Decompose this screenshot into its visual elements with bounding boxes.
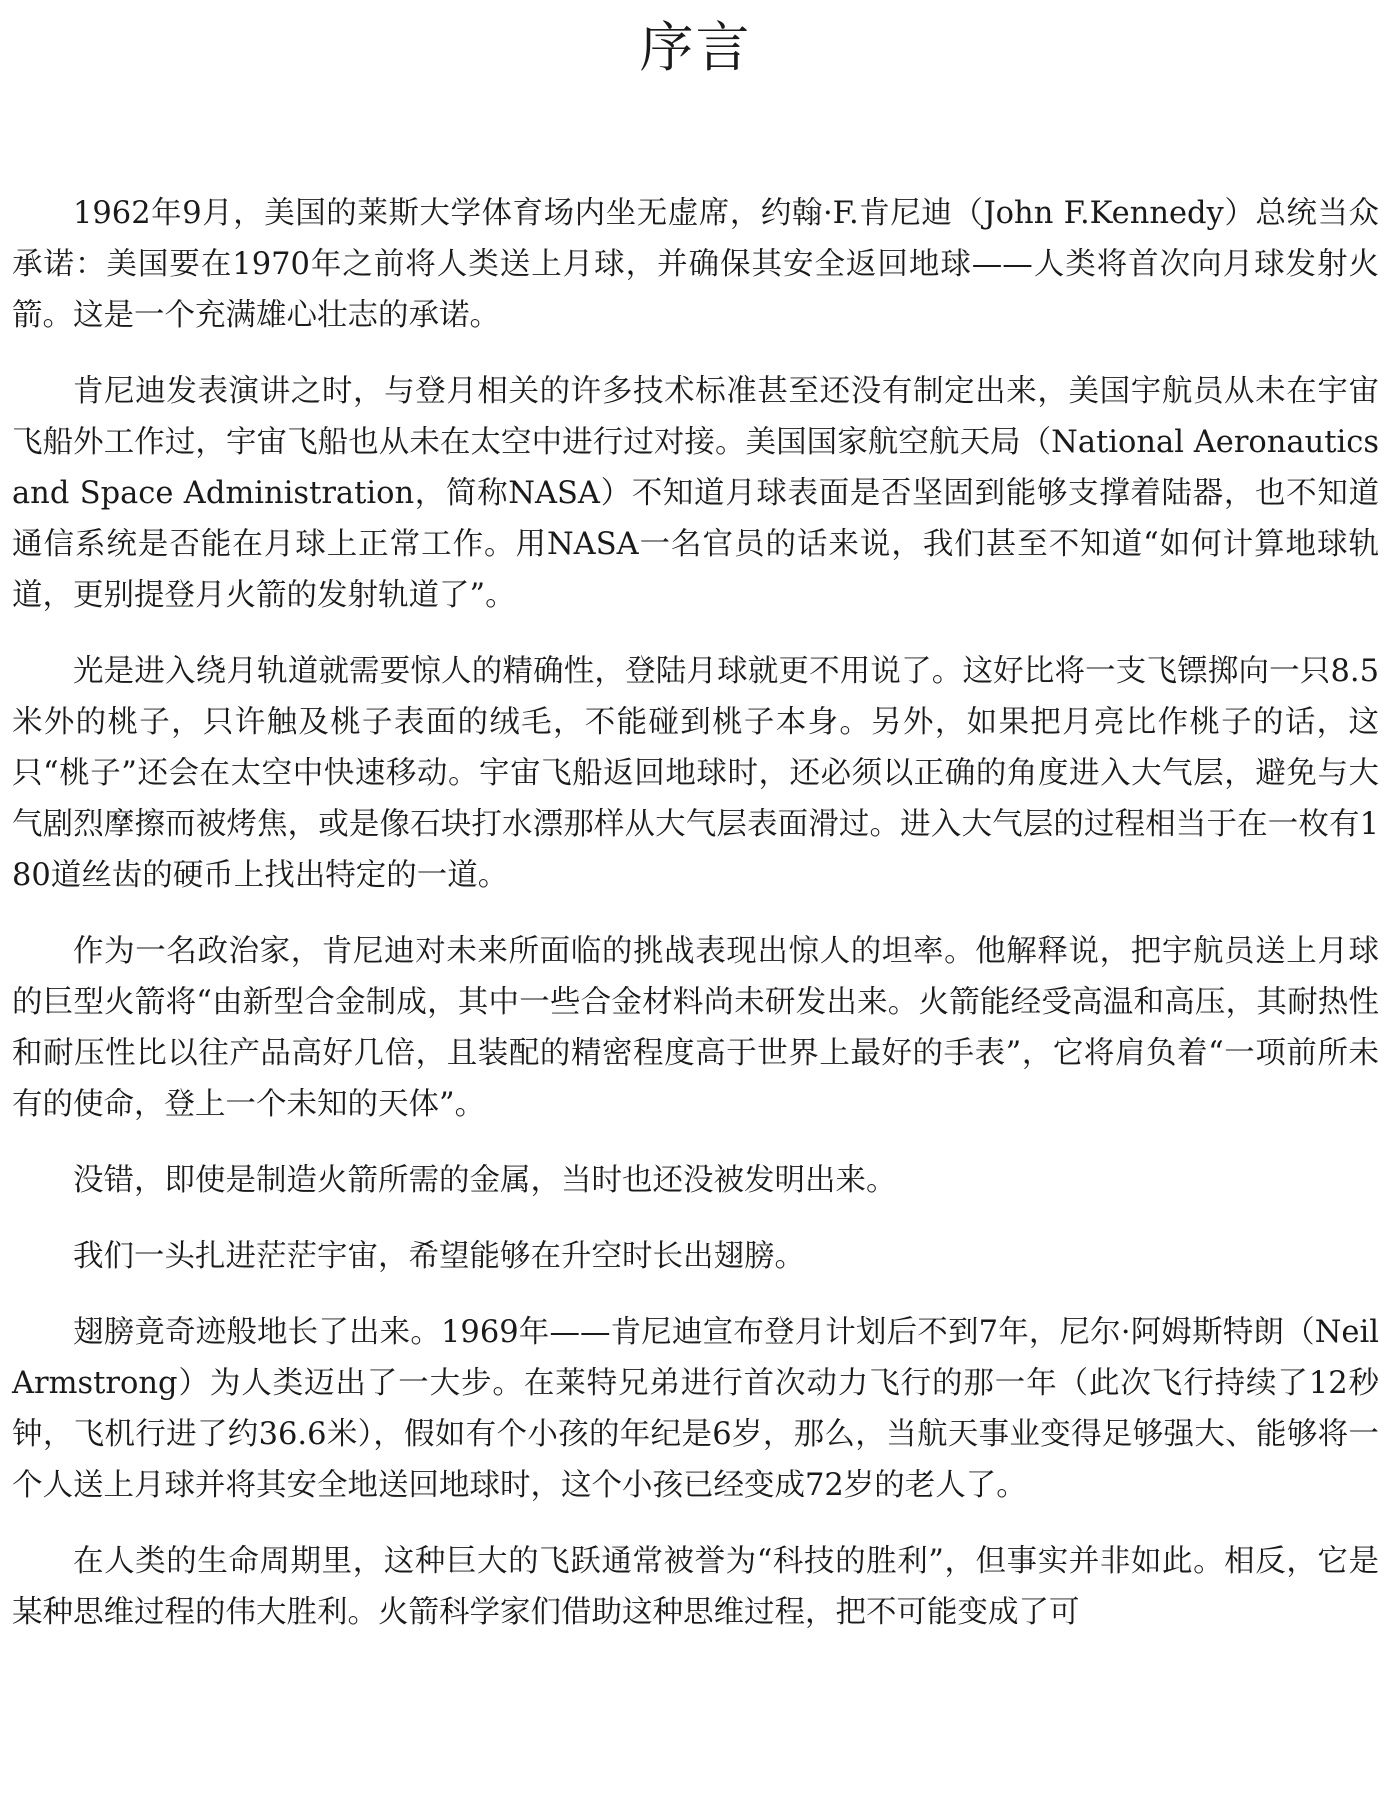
document-body [12, 188, 1379, 1663]
page-title: 序言 [639, 16, 752, 79]
paragraph-8: 在人类的生命周期里，这种巨大的飞跃通常被誉为“科技的胜利”，但事实并非如此。相反，它是某种思维过程的伟大胜利。火箭科学家们借助这种思维过程，把不可能变成了可 [12, 1544, 1379, 1630]
paragraph-1: 1962年9月，美国的莱斯大学体育场内坐无虚席，约翰·F.肯尼迪（John F.Kennedy）总统当众承诺：美国要在1970年之前将人类送上月球，并确保其安全返回地球——人类将首次向月球发射火箭。这是一个充满雄心壮志的承诺。 [12, 196, 1379, 333]
paragraph-5: 没错，即使是制造火箭所需的金属，当时也还没被发明出来。 [73, 1163, 897, 1198]
paragraph-6: 我们一头扎进茫茫宇宙，希望能够在升空时长出翅膀。 [73, 1239, 805, 1274]
paragraph-3: 光是进入绕月轨道就需要惊人的精确性，登陆月球就更不用说了。这好比将一支飞镖掷向一只8.5米外的桃子，只许触及桃子表面的绒毛，不能碰到桃子本身。另外，如果把月亮比作桃子的话，这只“桃子”还会在太空中快速移动。宇宙飞船返回地球时，还必须以正确的角度进入大气层，避免与大气剧烈摩擦而被烤焦，或是像石块打水漂那样从大气层表面滑过。进入大气层的过程相当于在一枚有180道丝齿的硬币上找出特定的一道。 [12, 654, 1379, 893]
paragraph-7: 翅膀竟奇迹般地长了出来。1969年——肯尼迪宣布登月计划后不到7年，尼尔·阿姆斯特朗（Neil Armstrong）为人类迈出了一大步。在莱特兄弟进行首次动力飞行的那一年（此次飞行持续了12秒钟，飞机行进了约36.6米），假如有个小孩的年纪是6岁，那么，当航天事业变得足够强大、能够将一个人送上月球并将其安全地送回地球时，这个小孩已经变成72岁的老人了。 [12, 1315, 1379, 1503]
paragraph-4: 作为一名政治家，肯尼迪对未来所面临的挑战表现出惊人的坦率。他解释说，把宇航员送上月球的巨型火箭将“由新型合金制成，其中一些合金材料尚未研发出来。火箭能经受高温和高压，其耐热性和耐压性比以往产品高好几倍，且装配的精密程度高于世界上最好的手表”，它将肩负着“一项前所未有的使命，登上一个未知的天体”。 [12, 934, 1379, 1122]
paragraph-2: 肯尼迪发表演讲之时，与登月相关的许多技术标准甚至还没有制定出来，美国宇航员从未在宇宙飞船外工作过，宇宙飞船也从未在太空中进行过对接。美国国家航空航天局（National Aeronautics and Space Administration，简称NASA）不知道月球表面是否坚固到能够支撑着陆器，也不知道通信系统是否能在月球上正常工作。用NASA一名官员的话来说，我们甚至不知道“如何计算地球轨道，更别提登月火箭的发射轨道了”。 [12, 374, 1379, 613]
